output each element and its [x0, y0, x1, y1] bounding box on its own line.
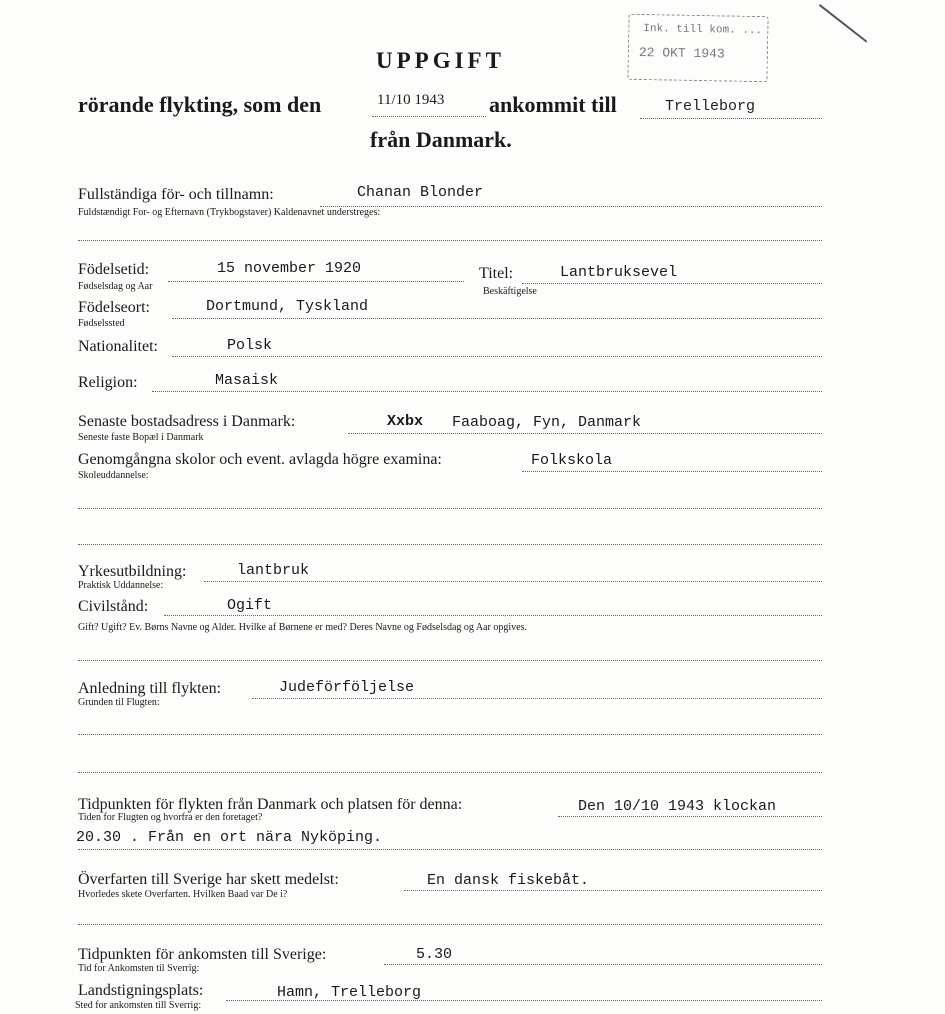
name-value: Chanan Blonder [357, 184, 484, 201]
civil-value: Ogift [227, 597, 273, 614]
civil-sub: Gift? Ugift? Ev. Børns Navne og Alder. Hvilke af Børnene er med? Deres Navne og Fødselsdag og Aar opgives. [78, 622, 527, 633]
form-title: UPPGIFT [376, 48, 505, 73]
title-sub: Beskäftigelse [483, 286, 537, 297]
birthdate-sub: Fødselsdag og Aar [78, 281, 153, 292]
arrival-date: 11/10 1943 [377, 92, 445, 108]
birthdate-label: Födelsetid: [78, 261, 150, 278]
civil-label: Civilstånd: [78, 598, 149, 615]
reason-sub: Grunden til Flugten: [78, 697, 160, 708]
arrival-time-value: 5.30 [416, 946, 453, 963]
schools-sub: Skoleuddannelse: [78, 470, 149, 481]
header-line1-prefix: rörande flykting, som den [78, 92, 322, 117]
corner-mark [819, 4, 868, 43]
schools-value: Folkskola [531, 452, 613, 469]
vocational-label: Yrkesutbildning: [78, 563, 187, 580]
title-value: Lantbruksevel [560, 264, 678, 281]
schools-label: Genomgångna skolor och event. avlagda högre examina: [78, 451, 442, 468]
receipt-stamp [627, 14, 768, 82]
religion-value: Masaisk [215, 372, 279, 389]
crossing-sub: Hvorledes skete Overfarten. Hvilken Baad var De i? [78, 889, 288, 900]
departure-value-1: Den 10/10 1943 klockan [578, 798, 777, 815]
address-sub: Seneste faste Bopæl i Danmark [78, 432, 204, 443]
reason-value: Judeförföljelse [279, 679, 415, 696]
landing-sub: Sted for ankomsten till Sverrig: [75, 1000, 202, 1011]
arrival-time-label: Tidpunkten för ankomsten till Sverige: [78, 946, 327, 963]
religion-label: Religion: [78, 374, 138, 391]
departure-label: Tidpunkten för flykten från Danmark och platsen för denna: [78, 796, 463, 813]
title-label: Titel: [479, 265, 514, 282]
address-struck: Xxbx [387, 413, 424, 430]
nationality-label: Nationalitet: [78, 338, 158, 355]
birthplace-label: Födelseort: [78, 299, 150, 316]
name-sub: Fuldstændigt For- og Efternavn (Trykbogstaver) Kaldenavnet understreges: [78, 207, 381, 218]
nationality-value: Polsk [227, 337, 273, 354]
header-line2: från Danmark. [370, 127, 512, 152]
vocational-sub: Praktisk Uddannelse: [78, 580, 164, 591]
arrival-time-sub: Tid for Ankomsten til Sverrig: [78, 963, 200, 974]
birthplace-sub: Fødselssted [78, 318, 125, 329]
stamp-line-1: Ink. till kom. ... [643, 23, 763, 38]
vocational-value: lantbruk [237, 562, 310, 579]
birthdate-value: 15 november 1920 [217, 260, 362, 277]
arrival-place: Trelleborg [665, 98, 756, 115]
crossing-value: En dansk fiskebåt. [427, 872, 590, 889]
address-label: Senaste bostadsadress i Danmark: [78, 413, 296, 430]
departure-value-2: 20.30 . Från en ort nära Nyköping. [76, 829, 383, 846]
birthplace-value: Dortmund, Tyskland [206, 298, 369, 315]
address-value: Faaboag, Fyn, Danmark [452, 414, 642, 431]
departure-sub: Tiden for Flugten og hvorfra er den foretaget? [78, 812, 263, 823]
name-label: Fullständiga för- och tillnamn: [78, 186, 274, 203]
stamp-line-2: 22 OKT 1943 [638, 44, 725, 62]
reason-label: Anledning till flykten: [78, 680, 222, 697]
header-line1-mid: ankommit till [489, 92, 617, 117]
landing-label: Landstigningsplats: [78, 982, 204, 999]
landing-value: Hamn, Trelleborg [277, 984, 422, 1001]
crossing-label: Överfarten till Sverige har skett medelst: [78, 871, 339, 888]
